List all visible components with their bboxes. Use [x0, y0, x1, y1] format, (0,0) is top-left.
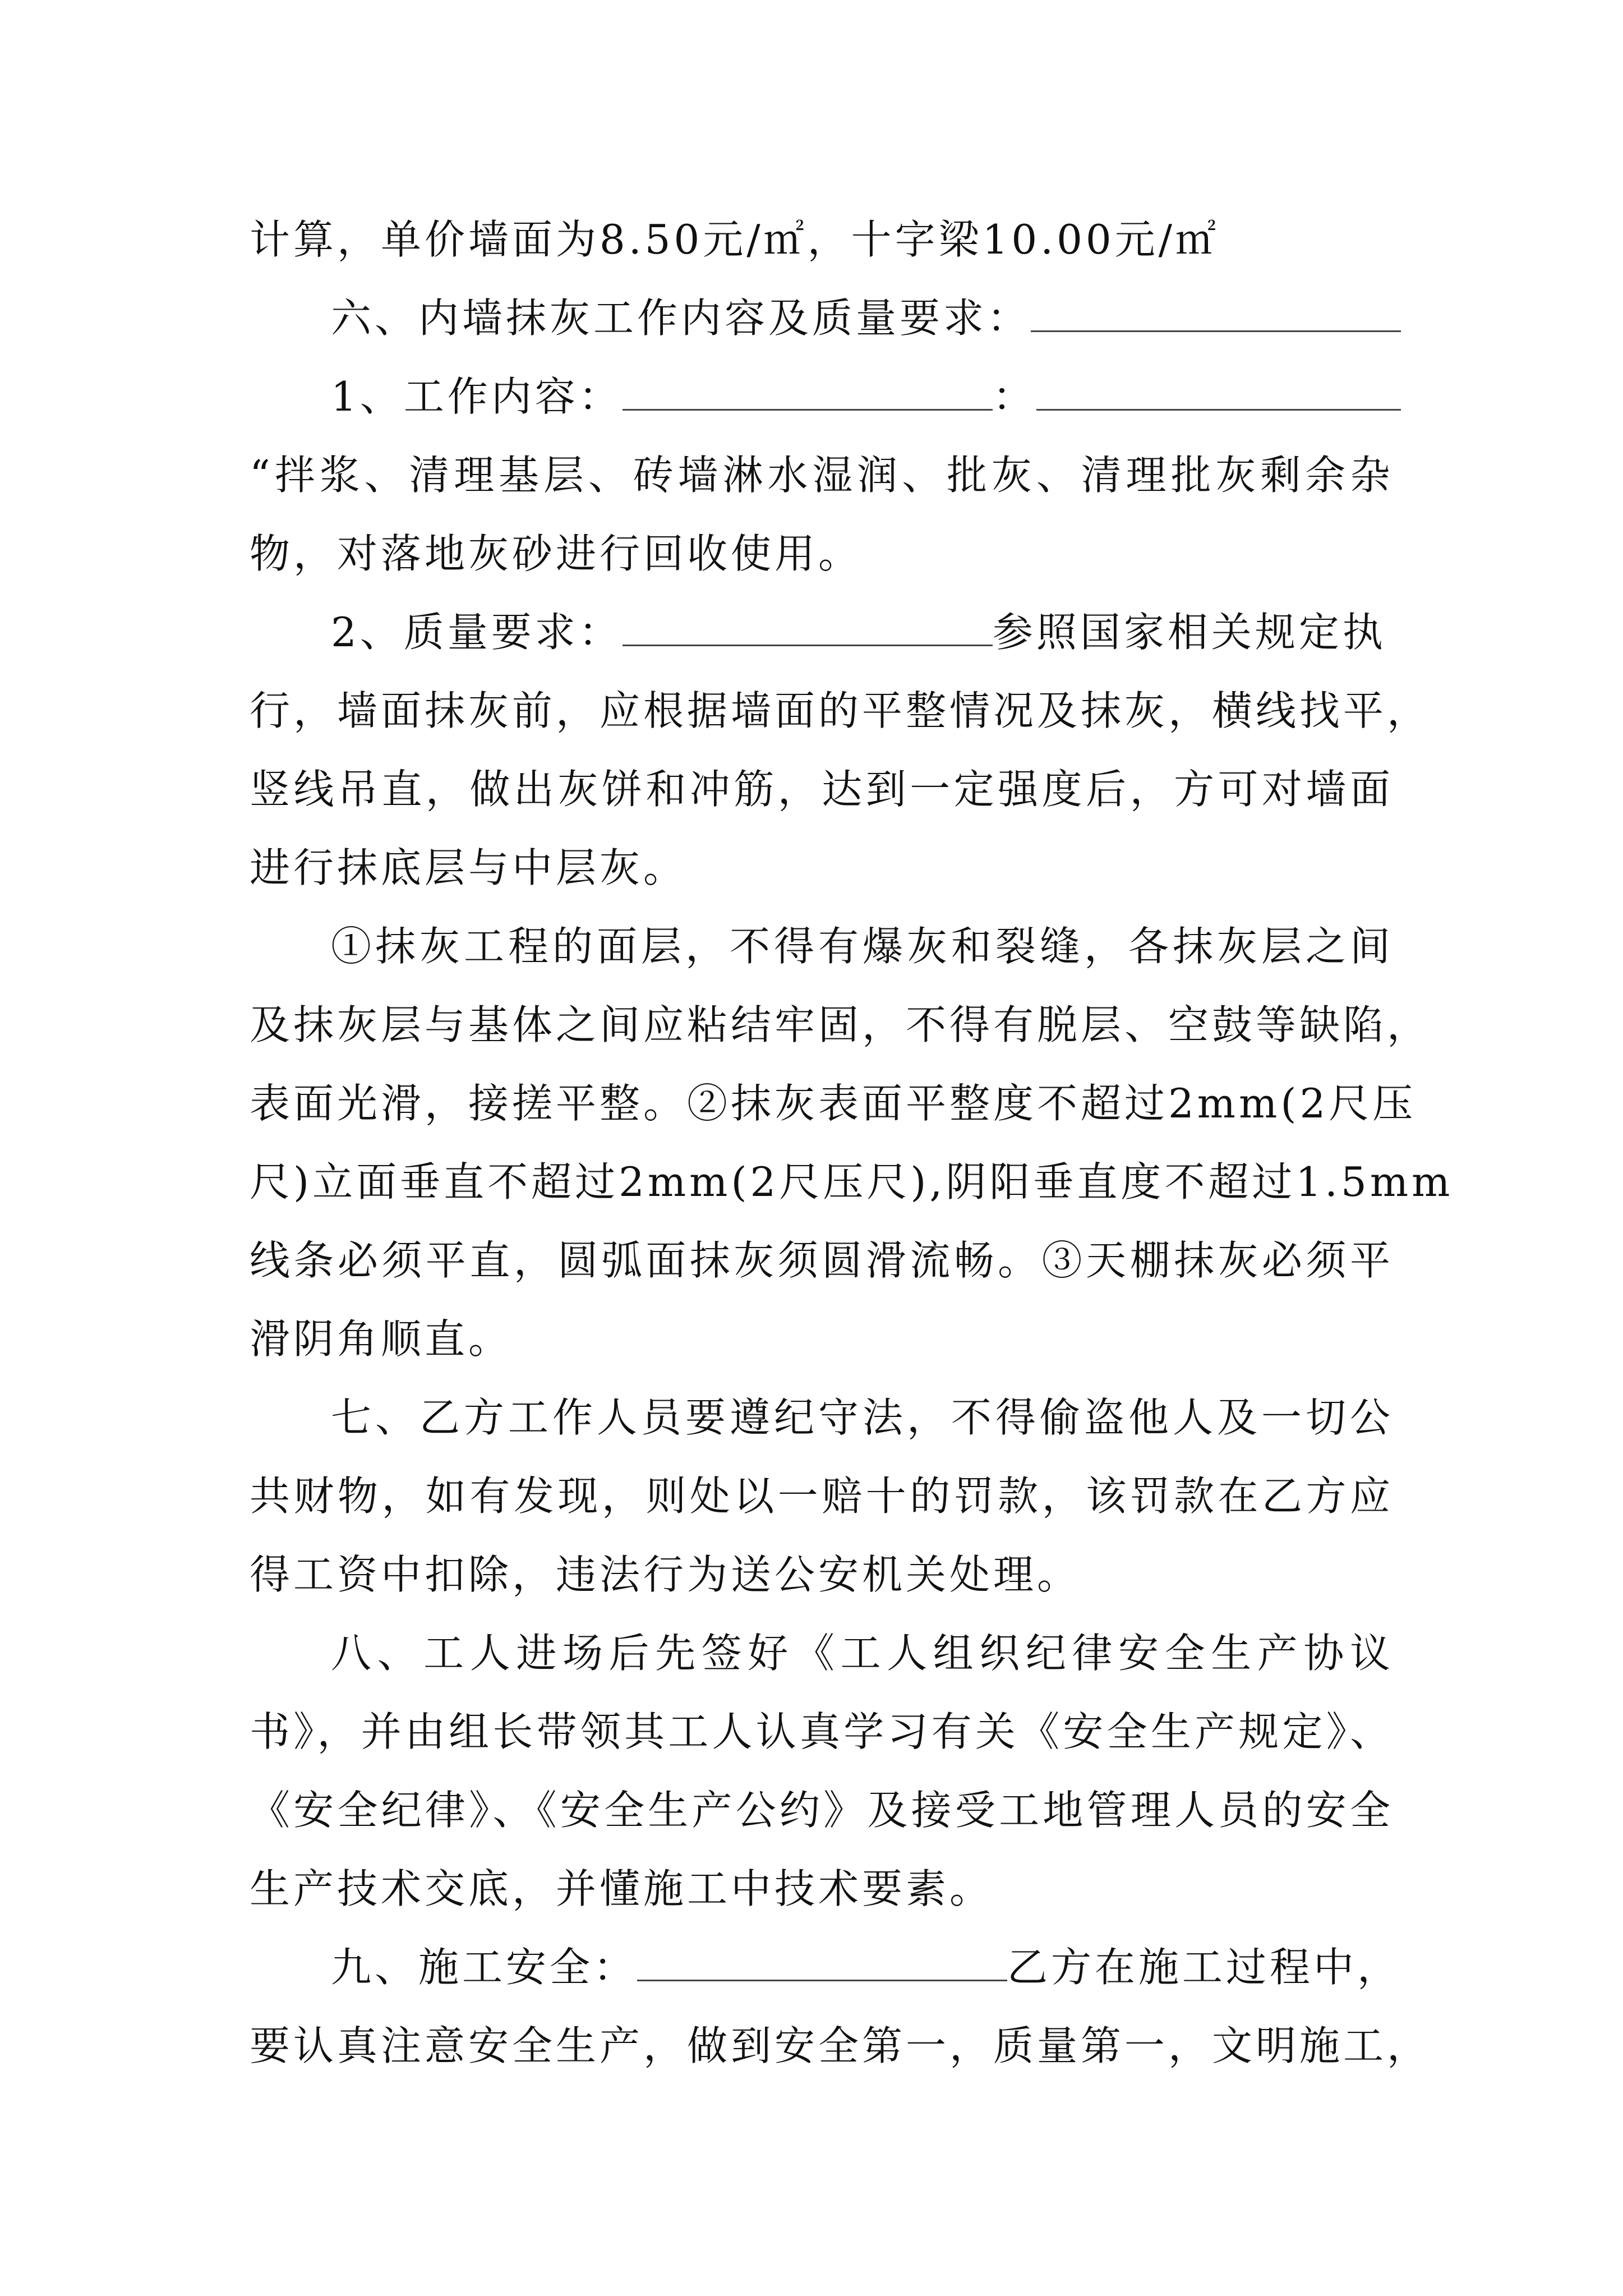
text-line	[250, 1078, 1417, 1129]
section-heading	[331, 293, 1394, 343]
text-line-content: 书》，并由组长带领其工人认真学习有关《安全生产规定》、	[250, 1708, 1394, 1755]
blank-field	[637, 1946, 1007, 1981]
text-line-content: 2、质量要求：	[331, 609, 623, 656]
text-line-content: ：	[992, 373, 1036, 420]
text-line	[250, 1706, 1394, 1757]
section-heading-text: 七、乙方工作人员要遵纪守法，不得偷盗他人及一切公	[331, 1394, 1394, 1441]
section-heading-text: 八、工人进场后先签好《工人组织纪律安全生产协议	[331, 1630, 1394, 1677]
text-line-content: 乙方在施工过程中，	[1007, 1944, 1401, 1991]
text-line	[250, 2021, 1431, 2071]
text-line-content: 1、工作内容：	[331, 373, 623, 420]
text-line-content: 线条必须平直，圆弧面抹灰须圆滑流畅。③天棚抹灰必须平	[250, 1237, 1394, 1284]
text-line	[250, 1235, 1394, 1286]
section-heading	[331, 1392, 1394, 1443]
text-line-content: 进行抹底层与中层灰。	[250, 844, 688, 891]
text-line	[331, 607, 1394, 657]
text-line-content: 参照国家相关规定执	[992, 609, 1386, 656]
text-line-content: ①抹灰工程的面层，不得有爆灰和裂缝，各抹灰层之间	[331, 923, 1394, 970]
text-line-content: 物，对落地灰砂进行回收使用。	[250, 530, 863, 577]
blank-field	[1036, 375, 1401, 411]
text-line	[250, 1549, 1394, 1600]
section-heading	[331, 1628, 1394, 1678]
text-line	[331, 921, 1394, 972]
text-line	[250, 1157, 1454, 1207]
blank-field	[623, 375, 993, 411]
text-line-content: 竖线吊直，做出灰饼和冲筋，达到一定强度后，方可对墙面	[250, 766, 1394, 813]
text-line-content: 得工资中扣除，违法行为送公安机关处理。	[250, 1551, 1081, 1598]
text-line	[250, 1314, 1394, 1364]
blank-field	[623, 611, 993, 646]
text-line	[250, 1785, 1394, 1835]
text-line	[331, 371, 1394, 422]
text-line	[250, 450, 1394, 500]
text-line-content: 及抹灰层与基体之间应粘结牢固，不得有脱层、空鼓等缺陷，	[250, 1001, 1431, 1048]
text-line	[250, 1000, 1431, 1050]
text-line	[250, 1471, 1394, 1521]
text-line	[250, 843, 1394, 893]
section-heading-text: 九、施工安全：	[331, 1944, 638, 1991]
text-line-content: 要认真注意安全生产，做到安全第一，质量第一，文明施工，	[250, 2022, 1431, 2069]
text-line-content: 表面光滑，接搓平整。②抹灰表面平整度不超过2mm(2尺压	[250, 1080, 1417, 1127]
text-line	[250, 764, 1394, 815]
text-line-content: 滑阴角顺直。	[250, 1315, 513, 1363]
text-line	[250, 685, 1431, 736]
blank-field	[1031, 297, 1401, 332]
text-line-content: 计算，单价墙面为8.50元/㎡，十字梁10.00元/㎡	[250, 216, 1219, 263]
section-heading	[331, 1942, 1401, 1993]
text-line-content: 共财物，如有发现，则处以一赔十的罚款，该罚款在乙方应	[250, 1473, 1394, 1520]
text-line-content: “拌浆、清理基层、砖墙淋水湿润、批灰、清理批灰剩余杂	[250, 452, 1394, 499]
text-line-content: 尺)立面垂直不超过2mm(2尺压尺),阴阳垂直度不超过1.5mm	[250, 1158, 1454, 1205]
text-line-content: 《安全纪律》、《安全生产公约》及接受工地管理人员的安全	[250, 1787, 1394, 1834]
text-line-content: 生产技术交底，并懂施工中技术要素。	[250, 1865, 994, 1912]
text-line	[250, 214, 1394, 265]
section-heading-text: 六、内墙抹灰工作内容及质量要求：	[331, 295, 1031, 342]
text-line	[250, 1864, 1394, 1914]
text-line-content: 行，墙面抹灰前，应根据墙面的平整情况及抹灰，横线找平，	[250, 687, 1431, 734]
text-line	[250, 528, 1394, 579]
